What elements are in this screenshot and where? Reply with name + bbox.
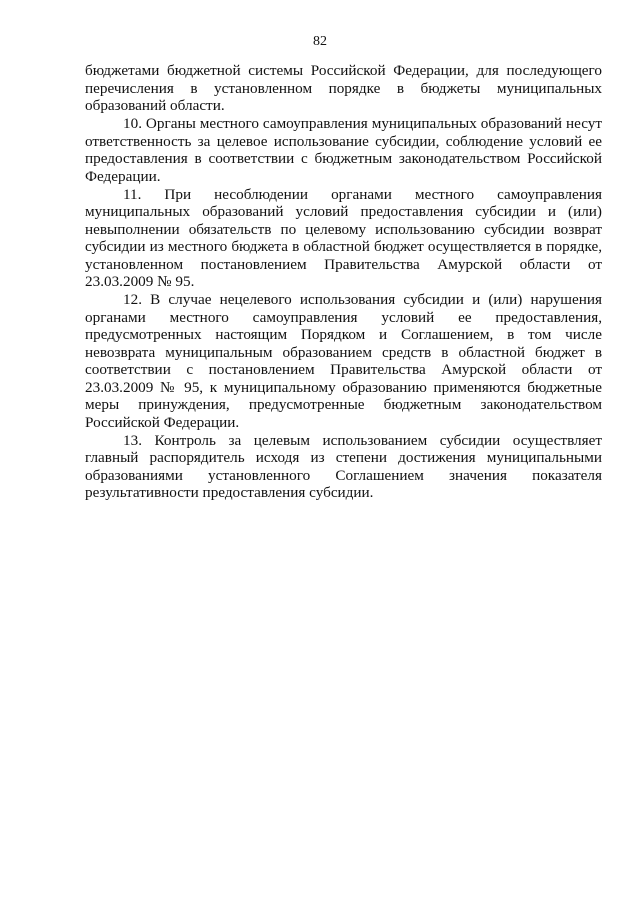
paragraph-10: 10. Органы местного самоуправления муниципальных образований несут ответственность за целевое использование субсидии, соблюдение условий ее предоставления в соответствии с бюджетным законодательством Российской Федерации. bbox=[85, 115, 602, 185]
document-body bbox=[85, 62, 602, 502]
paragraph-11: 11. При несоблюдении органами местного самоуправления муниципальных образований условий предоставления субсидии и (или) невыполнении обязательств по целевому использованию субсидии возврат субсидии из местного бюджета в областной бюджет осуществляется в порядке, установленном постановлением Правительства Амурской области от 23.03.2009 № 95. bbox=[85, 185, 602, 290]
paragraph-continuation: бюджетами бюджетной системы Российской Федерации, для последующего перечисления в установленном порядке в бюджеты муниципальных образований области. bbox=[85, 62, 602, 114]
paragraph-12: 12. В случае нецелевого использования субсидии и (или) нарушения органами местного самоуправления условий ее предоставления, предусмотренных настоящим Порядком и Соглашением, в том числе невозврата муниципальным образованием средств в областной бюджет в соответствии с постановлением Правительства Амурской области от 23.03.2009 № 95, к муниципальному образованию применяются бюджетные меры принуждения, предусмотренные бюджетным законодательством Российской Федерации. bbox=[85, 291, 602, 431]
page-number: 82 bbox=[313, 34, 327, 49]
paragraph-13: 13. Контроль за целевым использованием субсидии осуществляет главный распорядитель исходя из степени достижения муниципальными образованиями установленного Соглашением значения показателя результативности предоставления субсидии. bbox=[85, 431, 602, 501]
